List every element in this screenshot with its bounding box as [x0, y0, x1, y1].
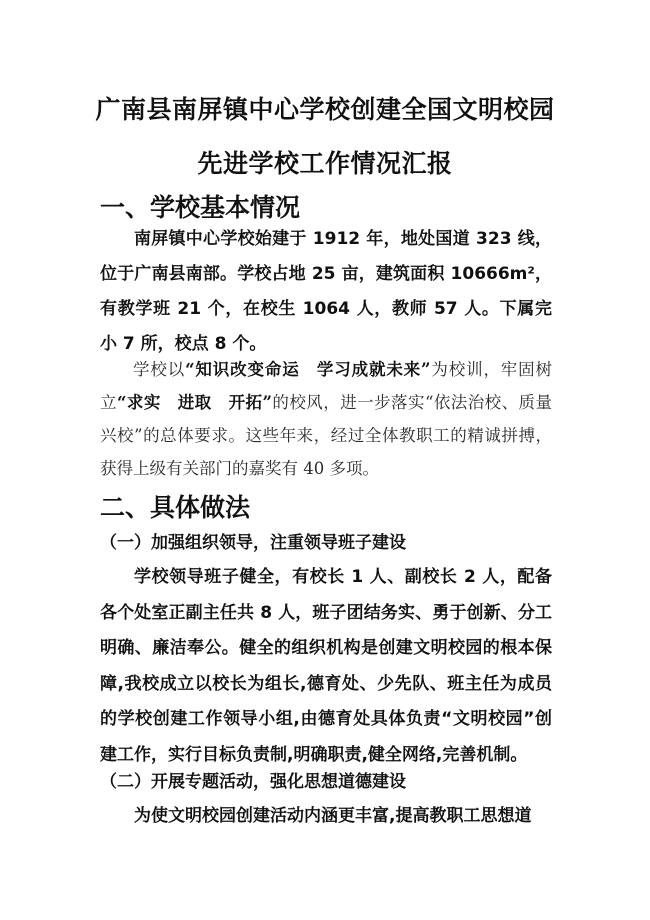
subsection-heading-leadership: （一）加强组织领导，注重领导班子建设 [100, 533, 406, 553]
section-heading-practices: 二、具体做法 [100, 493, 251, 522]
document-title-line-1: 广南县南屏镇中心学校创建全国文明校园 [95, 95, 555, 124]
paragraph-school-motto [100, 353, 552, 485]
section-heading-basic-info: 一、学校基本情况 [100, 193, 301, 222]
paragraph-activities: 为使文明校园创建活动内涵更丰富,提高教职工思想道 [134, 806, 532, 826]
school-spirit-quote: “求实 进取 开拓” [116, 393, 272, 412]
paragraph-leadership: 学校领导班子健全，有校长 1 人、副校长 2 人，配备各个处室正副主任共 8 人，班子团结务实、勇于创新、分工明确、廉洁奉公。健全的组织机构是创建文明校园的根本保障,我校成立以校长为组长,德育处、少先队、班主任为成员的学校创建工作领导小组,由德育处具体负责“文明校园”创建工作，实行目标负责制,明确职责,健全网络,完善机制。 [100, 567, 552, 765]
paragraph-school-overview: 南屏镇中心学校始建于 1912 年，地处国道 323 线，位于广南县南部。学校占地 25 亩，建筑面积 10666m²，有教学班 21 个，在校生 1064 人，教师 57 人。下属完小 7 所，校点 8 个。 [100, 229, 552, 354]
document-title-line-2: 先进学校工作情况汇报 [197, 149, 453, 178]
motto-text-a: 学校以 [133, 360, 186, 379]
school-motto-quote: “知识改变命运 学习成就未来” [185, 360, 431, 379]
motto-text-c: 为校训，牢固树立 [100, 360, 553, 412]
subsection-heading-activities: （二）开展专题活动，强化思想道德建设 [100, 772, 406, 792]
motto-text-e: 的校风，进一步落实“依法治校、质量兴校”的总体要求。这些年来，经过全体教职工的精诚拼搏，获得上级有关部门的嘉奖有 40 多项。 [100, 393, 553, 478]
